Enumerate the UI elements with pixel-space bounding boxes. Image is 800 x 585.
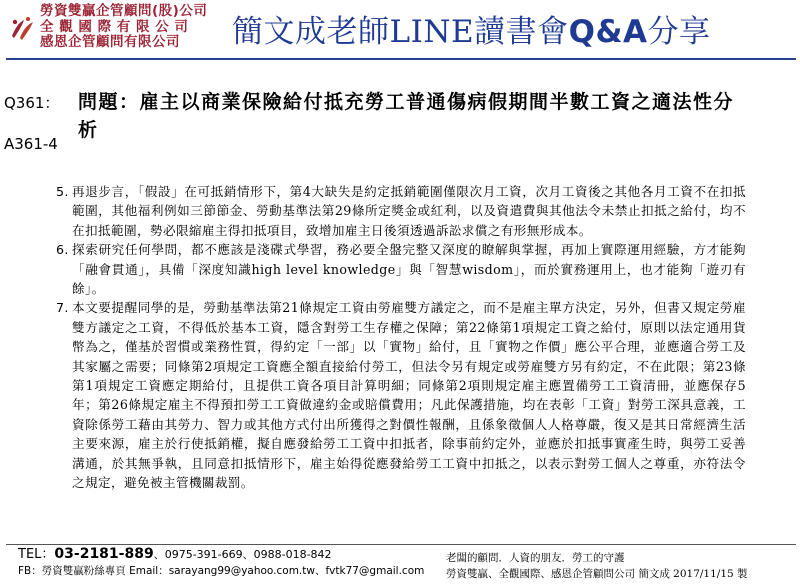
logo-icon <box>8 14 38 44</box>
header-divider <box>6 58 796 60</box>
company-name-line: 感恩企管顧問有限公司 <box>40 34 180 50</box>
item-text: 再退步言，「假設」在可抵銷情形下，第4大缺失是約定抵銷範圍僅限次月工資，次月工資後之其他各月工資不在扣抵範圍，其他福利例如三節節金、勞動基準法第29條所定獎金或紅利，以及資遣費與其他法令未禁止扣抵之給付，均不在扣抵範圍，勢必限縮雇主得扣抵項目，致增加雇主日後須透過訴訟求償之有形無形成本。 <box>72 184 746 238</box>
phone-line <box>18 546 424 563</box>
tel-other: 、0975-391-669、0988-018-842 <box>153 548 332 561</box>
header <box>0 0 800 62</box>
footer-credit <box>446 550 748 582</box>
question-number: Q361： <box>4 94 60 112</box>
company-name-line: 全 觀 國 際 有 限 公 司 <box>40 18 189 35</box>
title-qa: Q&A <box>568 14 648 50</box>
item-text: 本文要提醒同學的是，勞動基準法第21條規定工資由勞雇雙方議定之，而不是雇主單方決定，另外，但書又規定勞雇雙方議定之工資，不得低於基本工資，隱含對勞工生存權之保障；第22條第1項規定工資之給付，原則以法定通用貨幣為之，僅基於習慣或業務性質，得約定「一部」以「實物」給付，且「實物之作價」應公平合理，並應適合勞工及其家屬之需要；同條第2項規定工資應全額直接給付勞工，但法令另有規定或勞雇雙方另有約定，不在此限；第23條第1項規定工資應定期給付，且提供工資各項目計算明細；同條第2項則規定雇主應置備勞工工資清冊，並應保存5年；第26條規定雇主不得預扣勞工工資做違約金或賠償費用；凡此保護措施，均在表彰「工資」對勞工深具意義，工資除係勞工藉由其勞力、智力或其他方式付出所獲得之對價性報酬，且係象徵個人人格尊嚴，復又是其日常經濟生活主要來源，雇主於行使抵銷權，擬自應發給勞工工資中扣抵者，除事前約定外，並應於扣抵事實產生時，與勞工妥善溝通，於其無爭執，且同意扣抵情形下，雇主始得從應發給勞工工資中扣抵之，以表示對勞工個人之尊重，亦符法令之規定，避免被主管機關裁罰。 <box>72 300 746 491</box>
fb-email-line: FB：勞資雙贏粉絲專頁 Email：sarayang99@yahoo.com.tw、fvtk77@gmail.com <box>18 565 425 577</box>
answer-number: A361-4 <box>4 135 58 153</box>
page-title <box>232 6 710 51</box>
title-tail: 分享 <box>647 14 711 50</box>
footer-contact <box>18 546 424 579</box>
company-names <box>40 4 212 51</box>
item-number: 7. <box>56 300 69 316</box>
list-item <box>56 240 746 298</box>
question-title: 問題：雇主以商業保險給付抵充勞工普通傷病假期間半數工資之適法性分析 <box>78 91 735 141</box>
item-number: 5. <box>56 184 69 199</box>
answer-list <box>56 182 746 493</box>
footer-divider <box>6 544 796 545</box>
list-item <box>56 182 746 240</box>
tel-main: 03-2181-889 <box>54 546 154 562</box>
list-item <box>56 298 746 492</box>
tel-label: TEL： <box>18 547 55 562</box>
item-number: 6. <box>56 242 69 258</box>
title-main: 簡文成老師LINE讀書會 <box>232 14 569 50</box>
company-name-line: 勞資雙贏企管顧問(股)公司 <box>40 3 208 19</box>
item-text: 探索研究任何學問，都不應該是淺碟式學習，務必要全盤完整又深度的瞭解與掌握，再加上實際運用經驗，方才能夠「融會貫通」，具備「深度知識high level knowledge」與「智慧wisdom」，而於實務運用上，也才能夠「遊刃有餘」。 <box>72 242 746 297</box>
credit-line: 勞資雙贏、全觀國際、感恩企管顧問公司 簡文成 2017/11/15 製 <box>446 568 748 580</box>
slogan: 老闆的顧問．人資的朋友．勞工的守護 <box>446 552 625 564</box>
